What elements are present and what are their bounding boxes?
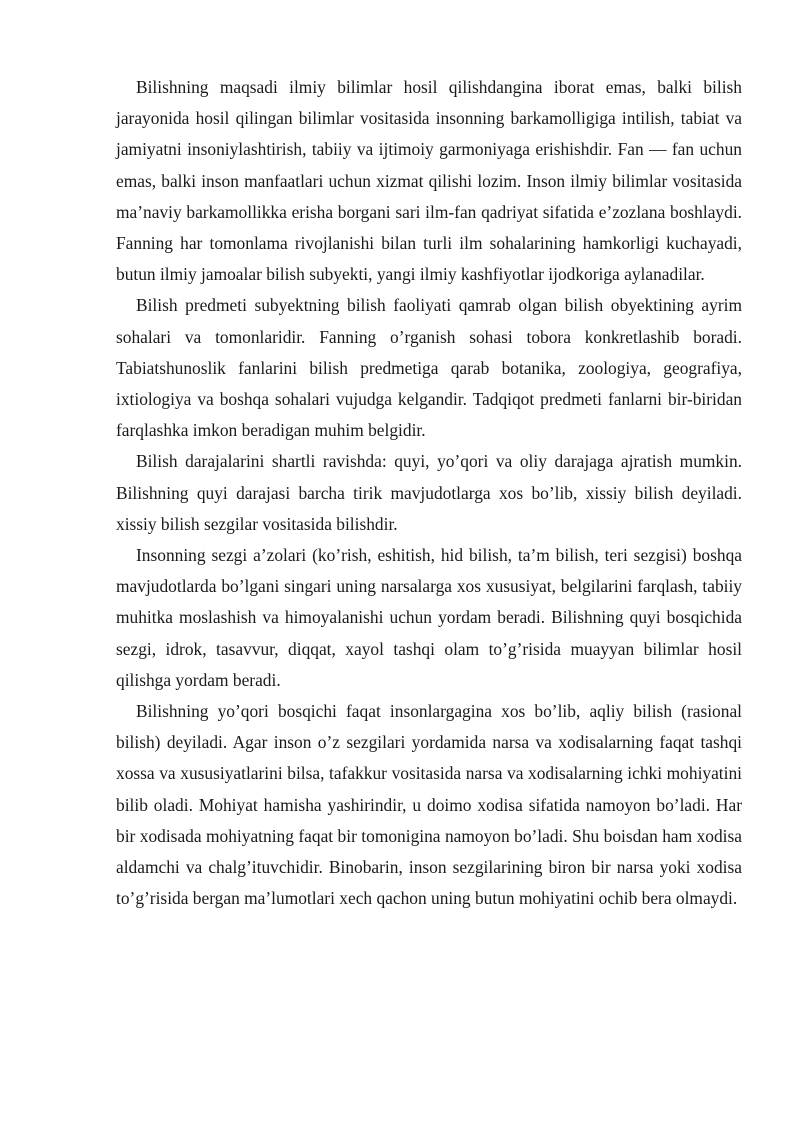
paragraph-levels-of-cognition: Bilish darajalarini shartli ravishda: quyi, yo’qori va oliy darajaga ajratish mumkin. Bilishning quyi darajasi barcha tirik mavjudotlarga xos bo’lib, xissiy bilish deyiladi. xissiy bilish sezgilar vositasida bilishdir.: [116, 451, 742, 534]
document-page: [116, 72, 742, 914]
paragraph-purpose-of-cognition: Bilishning maqsadi ilmiy bilimlar hosil qilishdangina iborat emas, balki bilish jarayonida hosil qilingan bilimlar vositasida insonning barkamolligiga intilish, tabiat va jamiyatni insoniylashtirish, tabiiy va ijtimoiy garmoniyaga erishishdir. Fan — fan uchun emas, balki inson manfaatlari uchun xizmat qilishi lozim. Inson ilmiy bilimlar vositasida ma’naviy barkamollikka erisha borgani sari ilm-fan qadriyat sifatida e’zozlana boshlaydi. Fanning har tomonlama rivojlanishi bilan turli ilm sohalarining hamkorligi kuchayadi, butun ilmiy jamoalar bilish subyekti, yangi ilmiy kashfiyotlar ijodkoriga aylanadilar.: [116, 77, 742, 285]
paragraph-rational-cognition: Bilishning yo’qori bosqichi faqat insonlargagina xos bo’lib, aqliy bilish (rasional bilish) deyiladi. Agar inson o’z sezgilari yordamida narsa va xodisalarning faqat tashqi xossa va xususiyatlarini bilsa, tafakkur vositasida narsa va xodisalarning ichki mohiyatini bilib oladi. Mohiyat hamisha yashirindir, u doimo xodisa sifatida namoyon bo’ladi. Har bir xodisada mohiyatning faqat bir tomonigina namoyon bo’ladi. Shu boisdan ham xodisa aldamchi va chalg’ituvchidir. Binobarin, inson sezgilarining biron bir narsa yoki xodisa to’g’risida bergan ma’lumotlari xech qachon uning butun mohiyatini ochib bera olmaydi.: [116, 701, 742, 909]
paragraph-subject-of-cognition: Bilish predmeti subyektning bilish faoliyati qamrab olgan bilish obyektining ayrim sohalari va tomonlaridir. Fanning o’rganish sohasi tobora konkretlashib boradi. Tabiatshunoslik fanlarini bilish predmetiga qarab botanika, zoologiya, geografiya, ixtiologiya va boshqa sohalari vujudga kelgandir. Tadqiqot predmeti fanlarni bir-biridan farqlashka imkon beradigan muhim belgidir.: [116, 295, 742, 441]
paragraph-sense-organs: Insonning sezgi a’zolari (ko’rish, eshitish, hid bilish, ta’m bilish, teri sezgisi) boshqa mavjudotlarda bo’lgani singari uning narsalarga xos xususiyat, belgilarini farqlash, tabiiy muhitka moslashish va himoyalanishi uchun yordam beradi. Bilishning quyi bosqichida sezgi, idrok, tasavvur, diqqat, xayol tashqi olam to’g’risida muayyan bilimlar hosil qilishga yordam beradi.: [116, 545, 742, 690]
